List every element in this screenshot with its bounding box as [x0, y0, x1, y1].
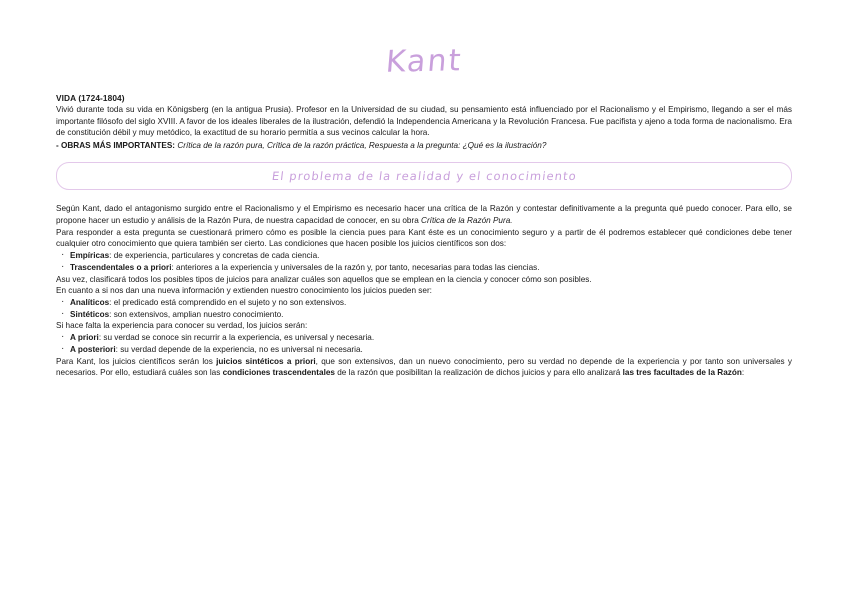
final-b1: juicios sintéticos a priori [216, 356, 316, 366]
title-container [56, 0, 792, 93]
section-banner [56, 162, 792, 190]
paragraph-4: En cuanto a si nos dan una nueva información y extienden nuestro conocimiento los juicios pueden ser: [56, 286, 432, 296]
paragraph-1-pre: Según Kant, dado el antagonismo surgido entre el Racionalismo y el Empirismo es necesario hacer una crítica de la Razón y contestar definitivamente a la pregunta qué puedo conocer. Para ello, se propone hacer un estudio y análisis de la Razón Pura, de nuestra capacidad de conocer, en su obra [56, 204, 792, 226]
bullet-text: : anteriores a la experiencia y universales de la razón y, por tanto, necesarias para todas las ciencias. [171, 262, 540, 272]
list-item [56, 344, 792, 356]
bullet-term: Empíricas [70, 251, 110, 261]
banner-title: El problema de la realidad y el conocimiento [270, 169, 578, 184]
section-content [56, 203, 792, 379]
final-b2: condiciones trascendentales [222, 368, 335, 378]
paragraph-3: Asu vez, clasificará todos los posibles tipos de juicios para analizar cuáles son aquellos que se emplean en la ciencia y conocer cómo son posibles. [56, 274, 592, 284]
bullet-term: A priori [70, 333, 99, 343]
final-p3: de la razón que posibilitan la realización de dichos juicios y para ello analizará [334, 368, 623, 378]
bullet-text: : su verdad se conoce sin recurrir a la experiencia, es universal y necesaria. [98, 333, 375, 343]
page-title: Kant [384, 43, 464, 80]
bullet-text: : de experiencia, particulares y concretas de cada ciencia. [109, 251, 320, 261]
bullet-text: : su verdad depende de la experiencia, no es universal ni necesaria. [115, 344, 363, 354]
bullet-text: : el predicado está comprendido en el sujeto y no son extensivos. [109, 298, 347, 307]
final-b3: las tres facultades de la Razón [622, 368, 742, 378]
bullet-text: : son extensivos, amplian nuestro conocimiento. [109, 309, 284, 319]
list-item [56, 332, 792, 344]
section-vida [56, 93, 792, 151]
list-item [56, 250, 792, 262]
bullet-term: Sintéticos [70, 309, 110, 319]
obras-label: - OBRAS MÁS IMPORTANTES: [56, 140, 176, 150]
final-p2: , que son extensivos, dan un nuevo conocimiento, pero su verdad no depende de la experiencia y por tanto son universales y necesarios. Por ello, estudiará cuáles son las [56, 356, 792, 378]
final-p4: : [741, 368, 745, 378]
obras-list: Crítica de la razón pura, Crítica de la razón práctica, Respuesta a la pregunta: ¿Qué es la ilustración? [177, 140, 547, 150]
bullet-term: Trascendentales o a priori [70, 262, 172, 272]
paragraph-2: Para responder a esta pregunta se cuestionará primero cómo es posible la ciencia pues para Kant éste es un conocimiento seguro y a partir de él podremos establecer qué condiciones debe tener cualquier otro conocimiento que quiera también ser cierto. Las condiciones que hacen posible los juicios científicos son dos: [56, 227, 792, 249]
list-item [56, 262, 792, 274]
bullet-term: A posteriori [70, 344, 116, 354]
list-item [56, 309, 792, 321]
vida-body: Vivió durante toda su vida en Königsberg (en la antigua Prusia). Profesor en la Universidad de su ciudad, su pensamiento está influenciado por el Racionalismo y el Empirismo, llegando a ser el más importante filósofo del siglo XVIII. A favor de los ideales liberales de la ilustración, defendió la Independencia Americana y la Revolución Francesa. Fue pacifista y ajeno a toda forma de nacionalismo. Era de constitución débil y muy metódico, la exactitud de su horario permitía a sus vecinos calcular la hora. [56, 105, 792, 138]
list-item [56, 297, 792, 309]
bullet-list-juicios-experiencia [56, 332, 792, 355]
paragraph-5: Si hace falta la experiencia para conocer su verdad, los juicios serán: [56, 321, 308, 331]
obras-line [56, 140, 792, 152]
bullet-term: Analíticos [70, 298, 110, 307]
paragraph-1-italic: Crítica de la Razón Pura. [421, 216, 513, 226]
vida-heading: VIDA (1724-1804) [56, 93, 125, 103]
bullet-list-juicios-extension [56, 297, 792, 320]
paragraph-1 [56, 203, 792, 226]
paragraph-final [56, 356, 792, 379]
final-p1: Para Kant, los juicios científicos serán los [56, 356, 217, 366]
bullet-list-condiciones [56, 250, 792, 273]
